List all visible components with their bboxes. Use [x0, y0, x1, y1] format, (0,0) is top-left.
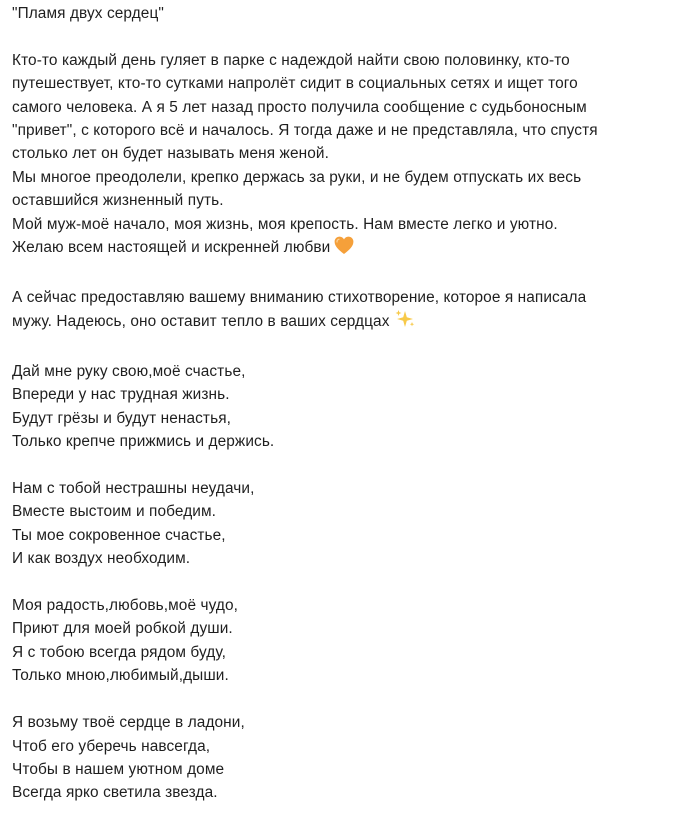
poem-line: Моя радость,любовь,моё чудо, — [12, 597, 239, 615]
intro-line: Мы многое преодолели, крепко держась за руки, и не будем отпускать их весь — [12, 168, 582, 186]
poem-line: Только крепче прижмись и держись. — [12, 433, 275, 451]
poem-line: Я с тобою всегда рядом буду, — [12, 643, 226, 661]
poem-stanza — [12, 711, 692, 805]
intro-line: Кто-то каждый день гуляет в парке с надеждой найти свою половинку, кто-то — [12, 51, 570, 69]
poem-line: Вместе выстоим и победим. — [12, 503, 217, 521]
presentation-line-with-sparkles — [12, 309, 692, 336]
presentation-paragraph — [12, 286, 692, 337]
poem-line: Чтобы в нашем уютном доме — [12, 760, 225, 778]
poem-line: Впереди у нас трудная жизнь. — [12, 386, 230, 404]
post-body — [12, 2, 692, 828]
poem-line: Всегда ярко светила звезда. — [12, 784, 218, 802]
post-title: "Пламя двух сердец" — [12, 5, 164, 22]
poem-stanza — [12, 360, 692, 454]
intro-line: Желаю всем настоящей и искренней любви — [12, 239, 331, 257]
poem-line: Будут грёзы и будут ненастья, — [12, 409, 231, 427]
intro-paragraph — [12, 49, 692, 263]
intro-line: "привет", с которого всё и началось. Я тогда даже и не представляла, что спустя — [12, 122, 598, 140]
poem-line: Нам с тобой нестрашны неудачи, — [12, 480, 255, 498]
poem-line: Ты мое сокровенное счастье, — [12, 526, 226, 544]
orange-heart-icon — [334, 236, 354, 262]
sparkles-icon — [394, 309, 416, 336]
poem-line: Я возьму твоё сердце в ладони, — [12, 714, 245, 732]
poem-line: Только мною,любимый,дыши. — [12, 667, 229, 685]
poem-line: Приют для моей робкой души. — [12, 620, 233, 638]
post-title-paragraph — [12, 2, 692, 25]
presentation-line: мужу. Надеюсь, оно оставит тепло в ваших сердцах — [12, 313, 390, 331]
intro-line: самого человека. А я 5 лет назад просто получила сообщение с судьбоносным — [12, 98, 587, 116]
intro-line: столько лет он будет называть меня женой. — [12, 145, 329, 163]
intro-line: Мой муж-моё начало, моя жизнь, моя крепость. Нам вместе легко и уютно. — [12, 215, 558, 233]
intro-line-with-heart — [12, 236, 692, 262]
presentation-line: А сейчас предоставляю вашему вниманию стихотворение, которое я написала — [12, 288, 587, 306]
poem-line: И как воздух необходим. — [12, 550, 191, 568]
intro-line: путешествует, кто-то сутками напролёт сидит в социальных сетях и ищет того — [12, 75, 578, 93]
poem-stanza — [12, 477, 692, 571]
poem-line: Дай мне руку свою,моё счастье, — [12, 363, 246, 381]
poem-line: Чтоб его уберечь навсегда, — [12, 737, 211, 755]
poem-stanza — [12, 594, 692, 688]
intro-line: оставшийся жизненный путь. — [12, 192, 224, 210]
